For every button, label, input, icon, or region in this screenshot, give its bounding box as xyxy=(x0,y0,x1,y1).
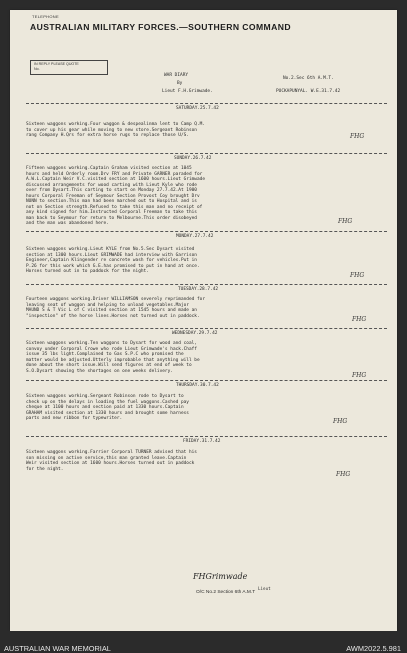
entry-line: matter would be adjusted.Utterly improbable that anything will be xyxy=(26,357,200,363)
date-rule xyxy=(26,380,387,381)
entry-text xyxy=(26,166,205,227)
entry-line: section at 1300 hours.Lieut GRIMWADE had interview with Garrison xyxy=(26,252,197,258)
initials: FHG xyxy=(352,372,367,379)
entry-line: Sixteen waggons working.Four waggon & despealinma lent to Camp Q.M. xyxy=(26,122,205,127)
entry-line: any kind signed for him.Instructed Corporal Freeman to take this xyxy=(26,210,197,215)
initials: FHG xyxy=(350,133,365,140)
entry-line: MAUND S & T Vic L of C visited section at 1545 hours and made an xyxy=(26,308,197,313)
entry-date: SUNDAY.26.7.42 xyxy=(174,156,212,161)
initials: FHG xyxy=(338,218,353,225)
date-rule xyxy=(26,153,387,154)
signature: FHGrimwade xyxy=(193,572,248,581)
entry-line: S.O.Dysart showing the shortages on one weeks delivery. xyxy=(26,368,173,374)
entry-text xyxy=(26,122,205,139)
initials: FHG xyxy=(350,272,365,279)
date-rule xyxy=(26,436,387,437)
date-rule xyxy=(26,328,387,329)
entry-text xyxy=(26,297,205,319)
entry-line: Sixteen waggons working.Lieut KYLE from No.5.Sec Dysart visited xyxy=(26,247,195,252)
entry-line: Fourteen waggons working.Driver WILLIAMSON severely reprimanded for xyxy=(26,297,205,302)
diary-by: By xyxy=(177,81,183,86)
diary-place-date: PUCKAPUNYAL. W.E.31.7.42 xyxy=(276,89,341,94)
entry-line: P.26 for this work which G.E.has promised to put in hand at once. xyxy=(26,263,200,269)
diary-title: WAR DIARY xyxy=(164,73,189,78)
entry-text xyxy=(26,341,200,374)
entry-line: Fifteen waggons working.Captain Graham visited section at 1045 xyxy=(26,166,192,171)
entry-line: NUNN to section.This man had been marched out to Hospital and is xyxy=(26,199,197,204)
entry-line: over from Dysart.This carting to start on Monday 27.7.42.At 1900 xyxy=(26,188,197,193)
footer-accession: AWM2022.5.981 xyxy=(346,644,401,653)
entry-line: not on Section strength.Refused to take this man and no receipt of xyxy=(26,204,203,210)
entry-line: Sixteen waggons working.Farrier Corporal TURNER advised that his xyxy=(26,450,197,455)
entry-line: Sixteen waggons working.Ten waggons to Dysart for wood and coal, xyxy=(26,341,197,346)
entry-line: parts and new ribbon for typewriter. xyxy=(26,416,123,421)
entry-text xyxy=(26,394,189,422)
entry-line: A.W.L.Captain Weir V.C.visited section at 1600 hours.Lieut Grimwade xyxy=(26,177,205,182)
reply-quote-box xyxy=(30,60,108,75)
entry-line: cheque at 1100 hours and section paid at 1330 hours.Captain xyxy=(26,405,184,410)
entry-line: Engineer,Captain Klingender re concrete wash for vehicles.Put in xyxy=(26,258,197,263)
entry-text xyxy=(26,450,197,472)
telephone-label: TELEPHONE xyxy=(32,14,59,19)
initials: FHG xyxy=(333,418,348,425)
entry-line: to cover up his gear while moving to new store.Sergeant Robinson xyxy=(26,127,197,133)
initials: FHG xyxy=(352,316,367,323)
date-rule xyxy=(26,284,387,285)
entry-line: son missing on active service,this man granted leave.Captain xyxy=(26,455,187,461)
initials: FHG xyxy=(336,471,351,478)
entry-line: check up on the delays in loading the fuel waggons.Cashed pay xyxy=(26,399,189,405)
entry-line: Horses turned out in to paddock for the night. xyxy=(26,269,149,274)
entry-date: TUESDAY.28.7.42 xyxy=(178,287,219,292)
entry-line: for the night. xyxy=(26,466,64,472)
entry-date: SATURDAY.25.7.42 xyxy=(176,106,219,111)
diary-unit: No.2.Sec 6th A.M.T. xyxy=(283,76,334,81)
entry-line: "inspection" of the horse lines.Horses not turned out in paddock. xyxy=(26,313,200,319)
entry-line: Weir visited section at 1600 hours.Horses turned out in paddock xyxy=(26,461,195,466)
entry-date: FRIDAY.31.7.42 xyxy=(183,439,221,444)
footer-institution: AUSTRALIAN WAR MEMORIAL xyxy=(4,644,111,653)
entry-line: man back to Seymour for return to Melbourne.This order disobeyed xyxy=(26,215,197,221)
entry-line: discussed arrangements for wood carting with Lieut Kyle who rode xyxy=(26,182,197,188)
entry-line: done about the short issue.Will send figures at end of week to xyxy=(26,363,192,368)
entry-line: Sixteen waggons working.Sergeant Robinson rode to Dysart to xyxy=(26,394,184,399)
entry-line: hours Corporal Freeman of Seymour Section Provost Coy brought Drv xyxy=(26,193,200,199)
entry-line: and the man was abandoned here. xyxy=(26,221,109,226)
entry-line: GRAHAM visited section at 1330 hours and brought some harness xyxy=(26,410,189,416)
date-rule xyxy=(26,231,387,232)
entry-line: leaving seat of waggon and helping to unload vegetables.Major xyxy=(26,302,189,308)
reply-number-line: No. xyxy=(34,67,40,71)
reply-quote-line: IN REPLY PLEASE QUOTE xyxy=(34,62,79,66)
entry-line: issue 35 lbs light.Complained to Gas S.P.C who promised the xyxy=(26,352,184,357)
diary-author: Lieut F.H.Grimwade. xyxy=(162,89,213,94)
entry-line: convoy under Corporal Crowe who rode Lieut Grimwade's hack.Chaff xyxy=(26,346,197,352)
letterhead-title: AUSTRALIAN MILITARY FORCES.—SOUTHERN COMMAND xyxy=(30,22,291,32)
entry-date: MONDAY.27.7.42 xyxy=(176,234,214,239)
entry-text xyxy=(26,247,200,275)
entry-date: THURSDAY.30.7.42 xyxy=(176,383,219,388)
date-rule xyxy=(26,103,387,104)
entry-line: rang Company H.Qrs for extra horse rugs to replace those U/S. xyxy=(26,133,189,138)
signature-rank: Lieut xyxy=(258,586,271,591)
entry-line: hours and held Orderly room.Drv FRY and Private GARNER paraded for xyxy=(26,171,203,177)
entry-date: WEDNESDAY.29.7.42 xyxy=(172,331,218,336)
oc-stamp: O/C No.2 Section 6th A.M.T xyxy=(196,590,256,595)
